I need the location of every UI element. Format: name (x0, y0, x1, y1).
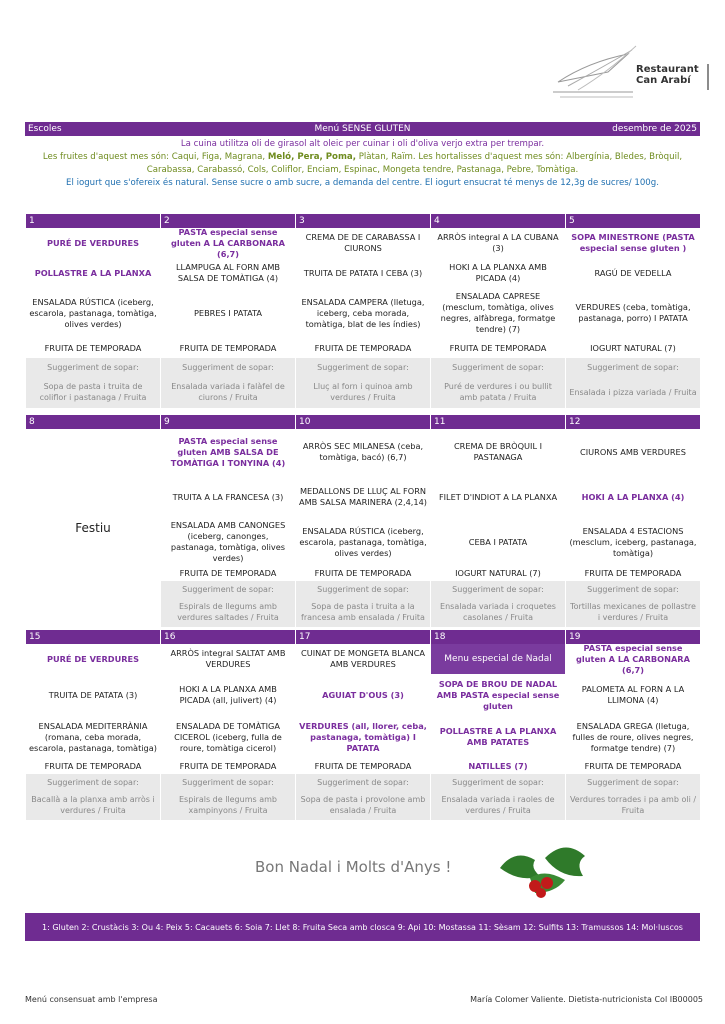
day-column (295, 214, 430, 408)
dessert: FRUITA DE TEMPORADA (314, 342, 412, 353)
intro-notes: La cuina utilitza oli de girasol alt oleic per cuinar i oli d'oliva verjo extra per trempar. Les fruites d'aquest mes són: Caqui, Figa, Magrana, Meló, Pera, Poma, Plàtan, Raïm. Les hortalisses d'aquest mes són: Albergínia, Bledes, Bròquil, Carabassa, Carabassó, Cols, Coliflor, Enciam, Espinac, Mongeta tendre, Pastanaga, Pebre, Tomàtiga. El iogurt que s'ofereix és natural. Sense sucre o amb sucre, a demanda del centre. El iogurt ensucrat té menys de 12,3g de sucres/ 100g. (42, 139, 683, 188)
first-course: PURÉ DE VERDURES (46, 653, 140, 664)
side-dish: ENSALADA CAMPERA (lletuga, iceberg, ceba morada, tomàtiga, blat de les índies) (301, 296, 425, 329)
dessert: FRUITA DE TEMPORADA (44, 760, 142, 771)
dessert: FRUITA DE TEMPORADA (179, 760, 277, 771)
second-course: LLAMPUGA AL FORN AMB SALSA DE TOMÀTIGA (4) (175, 262, 281, 283)
day-number: 9 (161, 415, 295, 429)
day-number: 8 (26, 415, 160, 429)
side-dish: VERDURES (ceba, tomàtiga, pastanaga, porro) I PATATA (575, 302, 691, 323)
day-number: 19 (566, 630, 700, 644)
allergens-legend: 1: Gluten 2: Crustàcis 3: Ou 4: Peix 5: Cacauets 6: Soia 7: Llet 8: Fruita Seca amb closca 9: Api 10: Mostassa 11: Sèsam 12: Sulfits 13: Tramussos 14: Mol·luscos (25, 913, 700, 941)
dinner-suggestion-label: Suggeriment de sopar: (566, 774, 700, 790)
dinner-suggestion-label: Suggeriment de sopar: (26, 774, 160, 790)
day-column (295, 630, 430, 820)
dinner-suggestion-label: Suggeriment de sopar: (296, 358, 430, 376)
day-column (160, 630, 295, 820)
dinner-suggestion-label: Suggeriment de sopar: (161, 358, 295, 376)
day-column (160, 214, 295, 408)
day-number: 17 (296, 630, 430, 644)
side-dish: ENSALADA RÚSTICA (iceberg, escarola, pastanaga, tomàtiga, olives verdes) (29, 296, 157, 329)
day-column (430, 214, 565, 408)
first-course: ARRÒS integral SALTAT AMB VERDURES (170, 648, 286, 669)
dinner-suggestion-label: Suggeriment de sopar: (431, 358, 565, 376)
week-2 (25, 415, 700, 627)
first-course: PASTA especial sense gluten A LA CARBONARA (6,7) (576, 642, 690, 675)
dinner-suggestion-label: Suggeriment de sopar: (296, 581, 430, 597)
dinner-suggestion-label: Suggeriment de sopar: (161, 774, 295, 790)
dessert: IOGURT NATURAL (7) (590, 342, 676, 353)
day-number: 11 (431, 415, 565, 429)
side-dish: PEBRES I PATATA (193, 307, 263, 318)
second-course: HOKI A LA PLANXA AMB PICADA (4) (449, 262, 547, 283)
dessert: FRUITA DE TEMPORADA (179, 567, 277, 578)
dinner-suggestion-label: Suggeriment de sopar: (431, 774, 565, 790)
brand-name: Restaurant Can Arabí (636, 64, 699, 86)
week-1 (25, 214, 700, 408)
second-course: POLLASTRE A LA PLANXA AMB PATATES (439, 726, 557, 747)
side-dish: ENSALADA CAPRESE (mesclum, tomàtiga, olives negres, alfàbrega, formatge tendre) (7) (440, 291, 556, 334)
first-course: PURÉ DE VERDURES (46, 237, 140, 248)
week-3 (25, 630, 700, 820)
dinner-suggestion: Bacallà a la planxa amb arròs i verdures / Fruita (26, 790, 160, 820)
second-course: AGUIAT D'OUS (3) (322, 689, 404, 700)
day-number: 2 (161, 214, 295, 228)
day-column (565, 415, 700, 627)
side-dish: ENSALADA DE TOMÀTIGA CICEROL (iceberg, fulla de roure, tomàtiga cicerol) (174, 720, 282, 753)
day-column (565, 214, 700, 408)
first-course: SOPA MINESTRONE (PASTA especial sense gluten ) (571, 232, 695, 253)
first-course: CIURONS AMB VERDURES (580, 446, 686, 457)
first-course: ARRÒS SEC MILANESA (ceba, tomàtiga, bacó) (6,7) (302, 441, 424, 462)
day-number: 3 (296, 214, 430, 228)
second-course: TRUITA A LA FRANCESA (3) (172, 491, 284, 502)
dessert: FRUITA DE TEMPORADA (179, 342, 277, 353)
dinner-suggestion-label: Suggeriment de sopar: (566, 581, 700, 597)
side-dish: VERDURES (all, llorer, ceba, pastanaga, tomàtiga) I PATATA (299, 720, 427, 753)
dinner-suggestion-label: Suggeriment de sopar: (296, 774, 430, 790)
dinner-suggestion-label: Suggeriment de sopar: (566, 358, 700, 376)
second-course: TRUITA DE PATATA I CEBA (3) (303, 267, 423, 278)
day-number: 18 (431, 630, 565, 644)
first-course: CUINAT DE MONGETA BLANCA AMB VERDURES (300, 648, 426, 669)
dinner-suggestion: Espirals de llegums amb xampinyons / Fruita (161, 790, 295, 820)
side-dish: ENSALADA GREGA (lletuga, fulles de roure, olives negres, formatge tendre) (7) (572, 720, 694, 753)
dessert: FRUITA DE TEMPORADA (314, 567, 412, 578)
side-dish: ENSALADA 4 ESTACIONS (mesclum, iceberg, pastanaga, tomàtiga) (569, 525, 697, 558)
first-course: PASTA especial sense gluten AMB SALSA DE TOMÀTIGA I TONYINA (4) (170, 435, 286, 468)
side-dish: CEBA I PATATA (468, 536, 528, 547)
dinner-suggestion: Sopa de pasta i provolone amb ensalada / Fruita (296, 790, 430, 820)
day-column (25, 214, 160, 408)
header-schools: Escoles (28, 124, 62, 134)
side-dish: ENSALADA AMB CANONGES (iceberg, canonges, pastanaga, tomàtiga, olives verdes) (170, 520, 286, 563)
header-title: Menú SENSE GLUTEN (314, 124, 411, 134)
day-column (25, 415, 160, 627)
day-column (430, 415, 565, 627)
day-column (430, 630, 565, 820)
dinner-suggestion: Verdures torrades i pa amb oli / Fruita (566, 790, 700, 820)
day-column (25, 630, 160, 820)
dinner-suggestion-label: Suggeriment de sopar: (161, 581, 295, 597)
first-course: CREMA DE DE CARABASSA I CIURONS (305, 232, 421, 253)
second-course: HOKI A LA PLANXA (4) (581, 491, 685, 502)
dinner-suggestion: Tortillas mexicanes de pollastre i verdures / Fruita (566, 597, 700, 627)
day-number: 16 (161, 630, 295, 644)
side-dish: ENSALADA RÚSTICA (iceberg, escarola, pastanaga, tomàtiga, olives verdes) (299, 525, 427, 558)
second-course: TRUITA DE PATATA (3) (48, 689, 138, 700)
dinner-suggestion: Sopa de pasta i truita a la francesa amb ensalada / Fruita (296, 597, 430, 627)
day-number: 12 (566, 415, 700, 429)
second-course: MEDALLONS DE LLUÇ AL FORN AMB SALSA MARINERA (2,4,14) (299, 486, 428, 507)
dinner-suggestion: Ensalada variada i raoles de verdures / Fruita (431, 790, 565, 820)
dinner-suggestion: Ensalada i pizza variada / Fruita (566, 376, 700, 408)
dinner-suggestion: Puré de verdures i ou bullit amb patata / Fruita (431, 376, 565, 408)
christmas-menu-label: Menu especial de Nadal (431, 644, 565, 674)
menu-header-bar (25, 122, 700, 136)
dinner-suggestion: Ensalada variada i croquetes casolanes / Fruita (431, 597, 565, 627)
day-column (565, 630, 700, 820)
day-number: 1 (26, 214, 160, 228)
footer-author: María Colomer Valiente. Dietista-nutricionista Col IB00005 (470, 995, 703, 1004)
side-dish: ENSALADA MEDITERRÀNIA (romana, ceba morada, escarola, pastanaga, tomàtiga) (29, 720, 157, 753)
header-date: desembre de 2025 (612, 124, 697, 134)
day-column (160, 415, 295, 627)
first-course: SOPA DE BROU DE NADAL AMB PASTA especial sense gluten (436, 678, 560, 711)
dinner-suggestion-label: Suggeriment de sopar: (26, 358, 160, 376)
second-course: POLLASTRE A LA PLANXA (34, 267, 152, 278)
dessert: NATILLES (7) (468, 760, 528, 771)
first-course: CREMA DE BRÒQUIL I PASTANAGA (453, 441, 543, 462)
second-course: RAGÚ DE VEDELLA (594, 267, 672, 278)
holiday-label: Festiu (75, 520, 111, 535)
holiday-greeting: Bon Nadal i Molts d'Anys ! (255, 858, 452, 876)
second-course: PALOMETA AL FORN A LA LLIMONA (4) (581, 684, 685, 705)
footer-note: Menú consensuat amb l'empresa (25, 995, 158, 1004)
dessert: FRUITA DE TEMPORADA (449, 342, 547, 353)
dessert: FRUITA DE TEMPORADA (44, 342, 142, 353)
dinner-suggestion: Lluç al forn i quinoa amb verdures / Fruita (296, 376, 430, 408)
day-number: 10 (296, 415, 430, 429)
day-number: 15 (26, 630, 160, 644)
first-course: PASTA especial sense gluten A LA CARBONARA (6,7) (171, 226, 285, 259)
dessert: FRUITA DE TEMPORADA (584, 567, 682, 578)
holly-icon (495, 838, 590, 900)
dinner-suggestion: Espirals de llegums amb verdures saltades / Fruita (161, 597, 295, 627)
dinner-suggestion-label: Suggeriment de sopar: (431, 581, 565, 597)
second-course: FILET D'INDIOT A LA PLANXA (438, 491, 558, 502)
day-number: 4 (431, 214, 565, 228)
dessert: IOGURT NATURAL (7) (455, 567, 541, 578)
first-course: ARRÒS integral A LA CUBANA (3) (437, 232, 559, 253)
day-column (295, 415, 430, 627)
dinner-suggestion: Sopa de pasta i truita de coliflor i pastanaga / Fruita (26, 376, 160, 408)
second-course: HOKI A LA PLANXA AMB PICADA (all, julivert) (4) (179, 684, 277, 705)
dessert: FRUITA DE TEMPORADA (314, 760, 412, 771)
dessert: FRUITA DE TEMPORADA (584, 760, 682, 771)
dinner-suggestion: Ensalada variada i falàfel de ciurons / Fruita (161, 376, 295, 408)
day-number: 5 (566, 214, 700, 228)
